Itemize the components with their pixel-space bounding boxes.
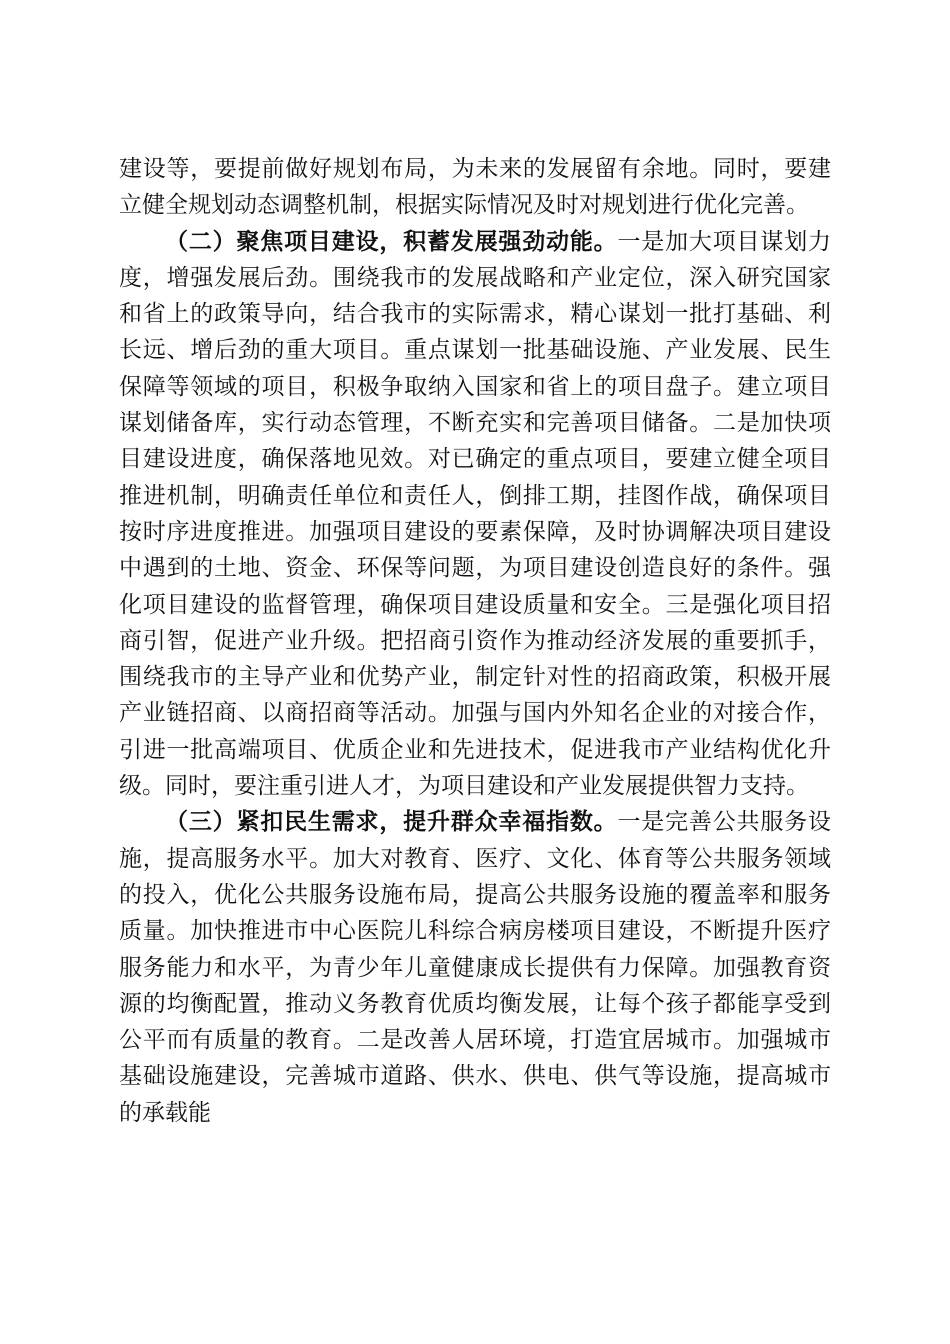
paragraph-body: 一是完善公共服务设施，提高服务水平。加大对教育、医疗、文化、体育等公共服务领域的投入，优化公共服务设施布局，提高公共服务设施的覆盖率和服务质量。加快推进市中心医院儿科综合病房楼项目建设，不断提升医疗服务能力和水平，为青少年儿童健康成长提供有力保障。加强教育资源的均衡配置，推动义务教育优质均衡发展，让每个孩子都能享受到公平而有质量的教育。二是改善人居环境，打造宜居城市。加强城市基础设施建设，完善城市道路、供水、供电、供气等设施，提高城市的承载能 (119, 809, 832, 1126)
document-page (119, 151, 831, 1131)
paragraph-continuation (119, 151, 831, 224)
paragraph-body: 一是加大项目谋划力度，增强发展后劲。围绕我市的发展战略和产业定位，深入研究国家和省上的政策导向，结合我市的实际需求，精心谋划一批打基础、利长远、增后劲的重大项目。重点谋划一批基础设施、产业发展、民生保障等领域的项目，积极争取纳入国家和省上的项目盘子。建立项目谋划储备库，实行动态管理，不断充实和完善项目储备。二是加快项目建设进度，确保落地见效。对已确定的重点项目，要建立健全项目推进机制，明确责任单位和责任人，倒排工期，挂图作战，确保项目按时序进度推进。加强项目建设的要素保障，及时协调解决项目建设中遇到的土地、资金、环保等问题，为项目建设创造良好的条件。强化项目建设的监督管理，确保项目建设质量和安全。三是强化项目招商引智，促进产业升级。把招商引资作为推动经济发展的重要抓手，围绕我市的主导产业和优势产业，制定针对性的招商政策，积极开展产业链招商、以商招商等活动。加强与国内外知名企业的对接合作，引进一批高端项目、优质企业和先进技术，促进我市产业结构优化升级。同时，要注重引进人才，为项目建设和产业发展提供智力支持。 (119, 228, 832, 800)
paragraph-section-2 (119, 224, 831, 805)
section-heading: （三）紧扣民生需求，提升群众幸福指数。 (165, 808, 618, 836)
section-heading: （二）聚焦项目建设，积蓄发展强劲动能。 (165, 227, 618, 255)
paragraph-section-3 (119, 804, 831, 1131)
paragraph-body: 建设等，要提前做好规划布局，为未来的发展留有余地。同时，要建立健全规划动态调整机制，根据实际情况及时对规划进行优化完善。 (119, 156, 831, 219)
